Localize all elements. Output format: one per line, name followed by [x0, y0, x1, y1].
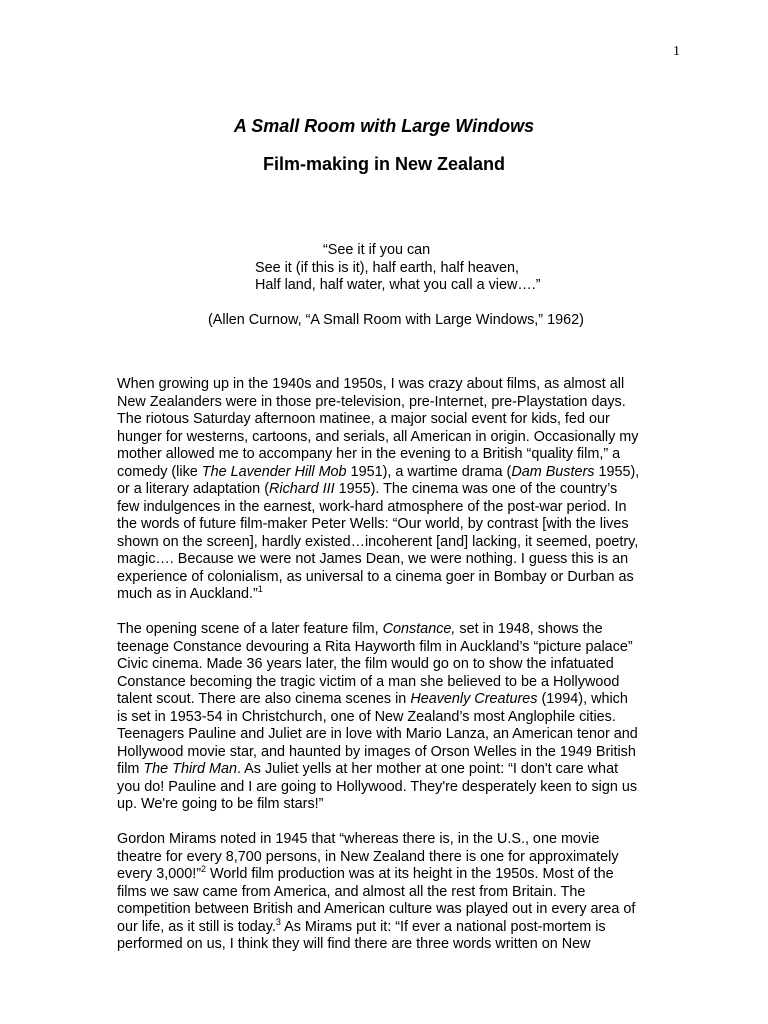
- text-run: mother allowed me to accompany her in the evening to a British “quality film,” a: [117, 446, 621, 462]
- epigraph-attribution: (Allen Curnow, “A Small Room with Large Windows,” 1962): [208, 312, 584, 328]
- epigraph-line: “See it if you can: [323, 242, 431, 258]
- text-line: [117, 516, 685, 534]
- paragraph: [117, 831, 685, 954]
- text-line: [117, 779, 685, 797]
- text-line: [117, 464, 685, 482]
- text-run: magic…. Because we were not James Dean, we were nothing. I guess this is an: [117, 551, 629, 567]
- text-line: [117, 656, 685, 674]
- text-line: [117, 446, 685, 464]
- text-run: talent scout. There are also cinema scenes in: [117, 691, 411, 707]
- document-title: A Small Room with Large Windows: [233, 116, 535, 136]
- footnote-ref: 1: [257, 584, 263, 595]
- text-line: [117, 586, 685, 604]
- text-line: [117, 394, 685, 412]
- document-subtitle: Film-making in New Zealand: [262, 154, 506, 174]
- text-run: performed on us, I think they will find there are three words written on New: [117, 936, 591, 952]
- text-run: Constance becoming the tragic victim of a man she believed to be a Hollywood: [117, 673, 620, 690]
- text-run: Gordon Mirams noted in 1945 that “whereas there is, in the U.S., one movie: [117, 831, 600, 847]
- text-run: experience of colonialism, as universal to a cinema goer in Bombay or Durban as: [117, 568, 634, 585]
- text-line: [117, 639, 685, 657]
- text-line: [117, 831, 685, 849]
- text-line: [117, 621, 685, 639]
- text-line: [117, 691, 685, 709]
- paragraph: [117, 621, 685, 814]
- text-line: [117, 481, 685, 499]
- text-run: theatre for every 8,700 persons, in New Zealand there is one for approximately: [117, 848, 619, 865]
- paragraph: [117, 376, 685, 604]
- text-line: [117, 429, 685, 447]
- text-run: every 3,000!”: [117, 866, 201, 882]
- text-run: shown on the screen], hardly existed…incoherent [and] lacking, it seemed, poetry,: [117, 533, 639, 550]
- text-line: [117, 884, 685, 902]
- text-run: teenage Constance devouring a Rita Hayworth film in Auckland’s “picture palace”: [117, 638, 633, 655]
- epigraph-line: See it (if this is it), half earth, half heaven,: [255, 259, 519, 276]
- text-run: As Mirams put it: “If ever a national post-mortem is: [280, 918, 606, 935]
- text-line: [117, 376, 685, 394]
- italic-title: The Third Man: [143, 761, 237, 777]
- text-run: is set in 1953-54 in Christchurch, one of New Zealand’s most Anglophile cities.: [117, 708, 616, 725]
- text-run: (1994), which: [537, 691, 628, 707]
- text-run: 1955). The cinema was one of the country’s: [334, 481, 618, 497]
- text-run: comedy (like: [117, 463, 202, 480]
- text-line: [117, 674, 685, 692]
- text-run: competition between British and American culture was played out in every area of: [117, 901, 636, 917]
- text-run: When growing up in the 1940s and 1950s, I was crazy about films, as almost all: [117, 376, 625, 392]
- text-line: [117, 411, 685, 429]
- text-line: [117, 744, 685, 762]
- text-run: the words of future film-maker Peter Wells: “Our world, by contrast [with the lives: [117, 516, 629, 532]
- footnote-ref: 2: [201, 864, 207, 875]
- text-run: 1951), a wartime drama (: [346, 463, 512, 480]
- text-line: [117, 796, 685, 814]
- text-run: Hollywood movie star, and haunted by images of Orson Welles in the 1949 British: [117, 743, 636, 760]
- text-run: up. We're going to be film stars!”: [117, 796, 324, 812]
- italic-title: The Lavender Hill Mob: [201, 463, 347, 480]
- text-line: [117, 569, 685, 587]
- text-run: . As Juliet yells at her mother at one point: “I don't care what: [236, 761, 619, 777]
- text-line: [117, 499, 685, 517]
- text-run: film: [117, 761, 144, 777]
- text-run: The opening scene of a later feature film,: [117, 621, 383, 637]
- text-run: much as in Auckland.”: [117, 586, 258, 602]
- text-line: [117, 726, 685, 744]
- text-run: or a literary adaptation (: [117, 481, 269, 497]
- text-run: New Zealanders were in those pre-television, pre-Internet, pre-Playstation days.: [117, 393, 626, 410]
- footnote-ref: 3: [275, 916, 281, 927]
- italic-title: Heavenly Creatures: [410, 691, 538, 707]
- text-line: [117, 534, 685, 552]
- italic-title: Dam Busters: [511, 463, 595, 480]
- text-line: [117, 551, 685, 569]
- page-number: 1: [673, 44, 680, 59]
- text-run: World film production was at its height in the 1950s. Most of the: [206, 866, 614, 882]
- text-line: [117, 936, 685, 954]
- text-line: [117, 761, 685, 779]
- text-run: Civic cinema. Made 36 years later, the film would go on to show the infatuated: [117, 656, 614, 672]
- body-text: [117, 376, 685, 971]
- text-line: [117, 709, 685, 727]
- text-run: The riotous Saturday afternoon matinee, a major social event for kids, fed our: [117, 411, 610, 427]
- text-run: films we saw came from America, and almost all the rest from Britain. The: [117, 883, 586, 900]
- text-run: 1955),: [594, 463, 640, 480]
- epigraph-line: Half land, half water, what you call a view….”: [255, 277, 541, 293]
- text-line: [117, 916, 685, 937]
- text-line: [117, 866, 685, 884]
- text-run: hunger for westerns, cartoons, and serials, all American in origin. Occasionally my: [117, 428, 639, 445]
- text-run: Teenagers Pauline and Juliet are in love with Mario Lanza, an American tenor and: [117, 726, 638, 742]
- text-line: [117, 901, 685, 919]
- text-run: our life, as it still is today.: [117, 918, 276, 935]
- text-run: set in 1948, shows the: [455, 621, 603, 637]
- italic-title: Richard III: [268, 481, 335, 497]
- text-run: you do! Pauline and I are going to Hollywood. They're desperately keen to sign us: [117, 778, 638, 795]
- text-run: few indulgences in the earnest, work-hard atmosphere of the post-war period. In: [117, 498, 627, 515]
- italic-title: Constance,: [382, 621, 456, 637]
